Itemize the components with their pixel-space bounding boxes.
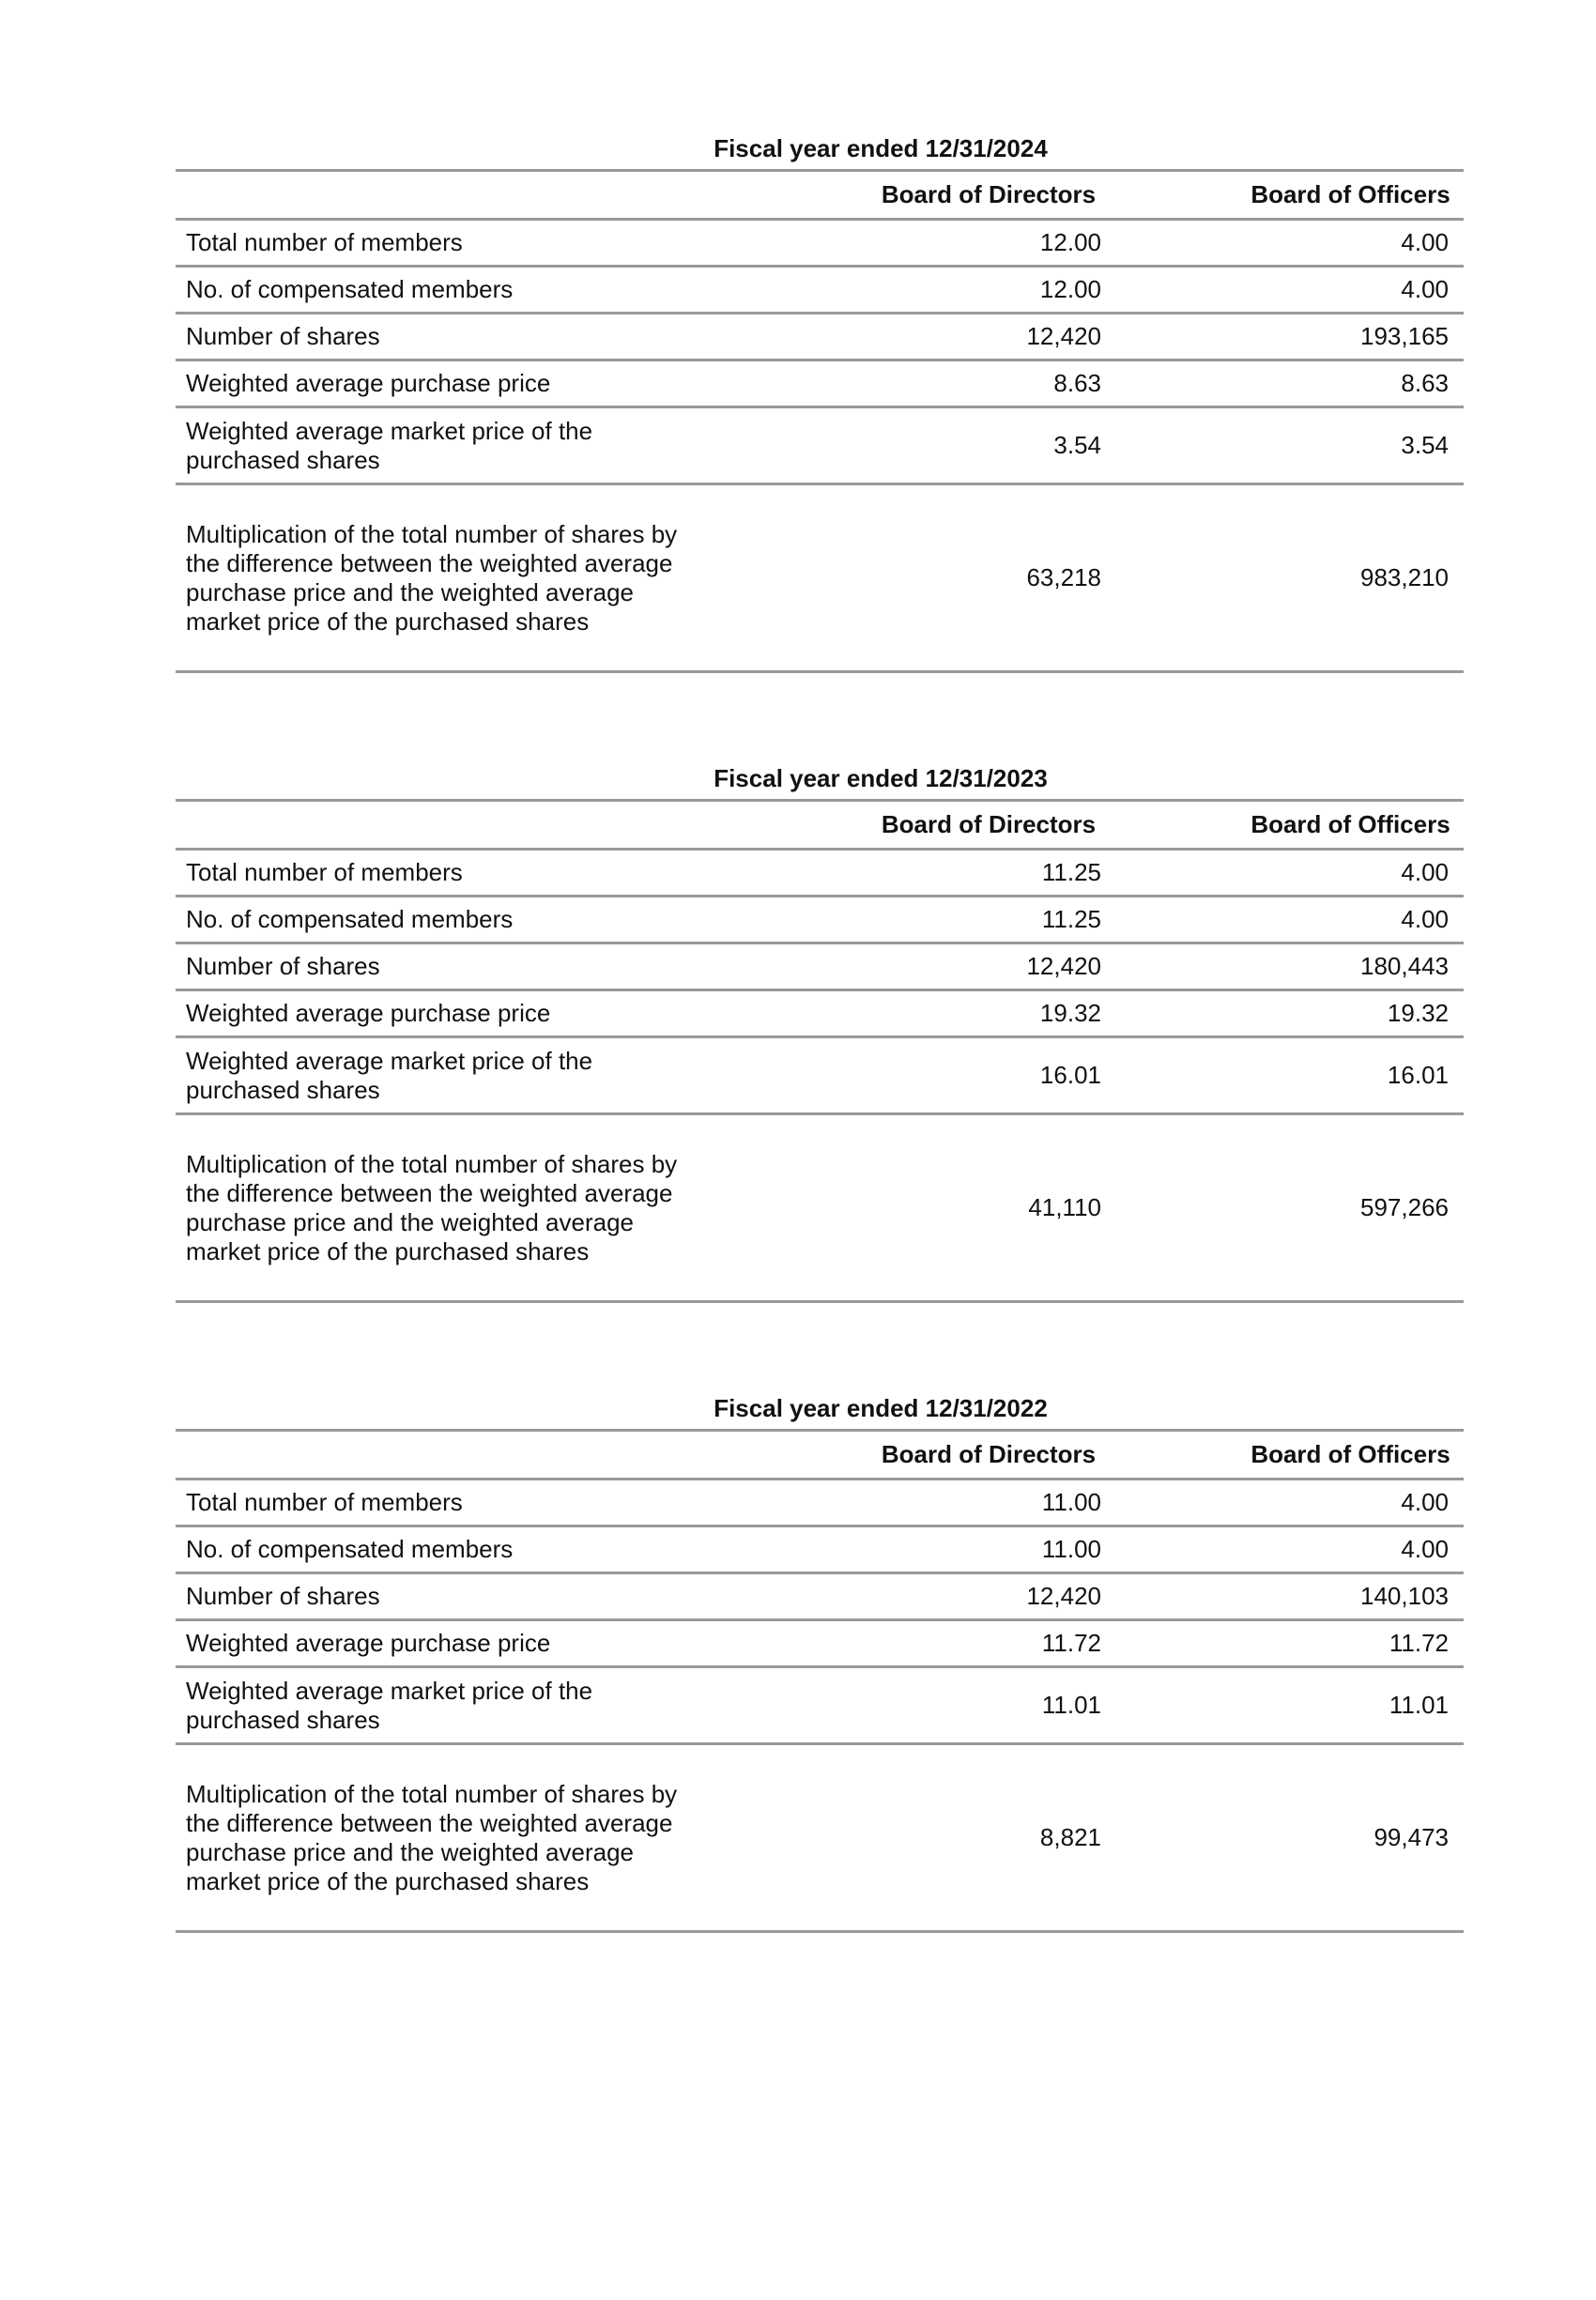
table-row	[176, 1573, 1464, 1620]
row-label: Weighted average purchase price	[176, 1620, 693, 1667]
header-directors: Board of Directors	[693, 1431, 1106, 1480]
row-label: Multiplication of the total number of shares by the difference between the weighted average purchase price and the weighted average market price of the purchased shares	[176, 484, 693, 672]
blank-header	[176, 801, 693, 850]
blank-header	[176, 171, 693, 220]
row-label: Number of shares	[176, 943, 693, 990]
compensation-table-2	[176, 1388, 1464, 1933]
officers-value: 193,165	[1106, 314, 1464, 360]
compensation-table-0	[176, 128, 1464, 673]
directors-value: 12,420	[693, 943, 1106, 990]
directors-value: 12,420	[693, 314, 1106, 360]
table-row	[176, 1620, 1464, 1667]
header-officers: Board of Officers	[1106, 801, 1464, 850]
directors-value: 63,218	[693, 484, 1106, 672]
directors-value: 11.25	[693, 850, 1106, 897]
officers-value: 4.00	[1106, 267, 1464, 314]
directors-value: 12.00	[693, 267, 1106, 314]
header-directors: Board of Directors	[693, 801, 1106, 850]
blank-header	[176, 1431, 693, 1480]
table-title: Fiscal year ended 12/31/2022	[714, 1394, 1048, 1422]
table-title: Fiscal year ended 12/31/2023	[714, 764, 1048, 792]
officers-value: 4.00	[1106, 1480, 1464, 1526]
table-row	[176, 1480, 1464, 1526]
table-row	[176, 407, 1464, 484]
row-label: Multiplication of the total number of shares by the difference between the weighted average purchase price and the weighted average market price of the purchased shares	[176, 1744, 693, 1932]
row-label: Weighted average market price of the purchased shares	[176, 1667, 693, 1744]
directors-value: 8.63	[693, 360, 1106, 407]
table-row	[176, 314, 1464, 360]
officers-value: 11.01	[1106, 1667, 1464, 1744]
officers-value: 11.72	[1106, 1620, 1464, 1667]
officers-value: 4.00	[1106, 220, 1464, 267]
officers-value: 140,103	[1106, 1573, 1464, 1620]
header-officers: Board of Officers	[1106, 1431, 1464, 1480]
directors-value: 11.01	[693, 1667, 1106, 1744]
row-label: Total number of members	[176, 220, 693, 267]
officers-value: 4.00	[1106, 850, 1464, 897]
row-label: Multiplication of the total number of shares by the difference between the weighted average purchase price and the weighted average market price of the purchased shares	[176, 1114, 693, 1302]
officers-value: 8.63	[1106, 360, 1464, 407]
officers-value: 99,473	[1106, 1744, 1464, 1932]
table-row	[176, 850, 1464, 897]
table-row	[176, 1667, 1464, 1744]
row-label: Weighted average market price of the purchased shares	[176, 407, 693, 484]
directors-value: 8,821	[693, 1744, 1106, 1932]
row-label: Total number of members	[176, 1480, 693, 1526]
table-row	[176, 220, 1464, 267]
row-label: No. of compensated members	[176, 897, 693, 943]
officers-value: 3.54	[1106, 407, 1464, 484]
header-row	[176, 171, 1464, 220]
officers-value: 983,210	[1106, 484, 1464, 672]
directors-value: 3.54	[693, 407, 1106, 484]
header-officers: Board of Officers	[1106, 171, 1464, 220]
data-table	[176, 169, 1464, 673]
table-row	[176, 267, 1464, 314]
officers-value: 597,266	[1106, 1114, 1464, 1302]
directors-value: 12.00	[693, 220, 1106, 267]
directors-value: 11.72	[693, 1620, 1106, 1667]
table-row	[176, 1114, 1464, 1302]
table-row	[176, 360, 1464, 407]
row-label: Total number of members	[176, 850, 693, 897]
data-table	[176, 1429, 1464, 1933]
row-label: Number of shares	[176, 1573, 693, 1620]
compensation-table-1	[176, 758, 1464, 1303]
table-row	[176, 943, 1464, 990]
row-label: No. of compensated members	[176, 1526, 693, 1573]
row-label: No. of compensated members	[176, 267, 693, 314]
table-row	[176, 990, 1464, 1037]
row-label: Weighted average purchase price	[176, 360, 693, 407]
directors-value: 19.32	[693, 990, 1106, 1037]
row-label: Weighted average market price of the purchased shares	[176, 1037, 693, 1114]
officers-value: 4.00	[1106, 897, 1464, 943]
row-label: Weighted average purchase price	[176, 990, 693, 1037]
table-row	[176, 897, 1464, 943]
table-title: Fiscal year ended 12/31/2024	[714, 134, 1048, 162]
table-row	[176, 484, 1464, 672]
directors-value: 11.00	[693, 1526, 1106, 1573]
directors-value: 41,110	[693, 1114, 1106, 1302]
directors-value: 11.00	[693, 1480, 1106, 1526]
table-row	[176, 1744, 1464, 1932]
officers-value: 16.01	[1106, 1037, 1464, 1114]
officers-value: 4.00	[1106, 1526, 1464, 1573]
header-directors: Board of Directors	[693, 171, 1106, 220]
row-label: Number of shares	[176, 314, 693, 360]
header-row	[176, 801, 1464, 850]
table-row	[176, 1526, 1464, 1573]
officers-value: 19.32	[1106, 990, 1464, 1037]
table-row	[176, 1037, 1464, 1114]
directors-value: 16.01	[693, 1037, 1106, 1114]
directors-value: 11.25	[693, 897, 1106, 943]
officers-value: 180,443	[1106, 943, 1464, 990]
data-table	[176, 799, 1464, 1303]
directors-value: 12,420	[693, 1573, 1106, 1620]
header-row	[176, 1431, 1464, 1480]
